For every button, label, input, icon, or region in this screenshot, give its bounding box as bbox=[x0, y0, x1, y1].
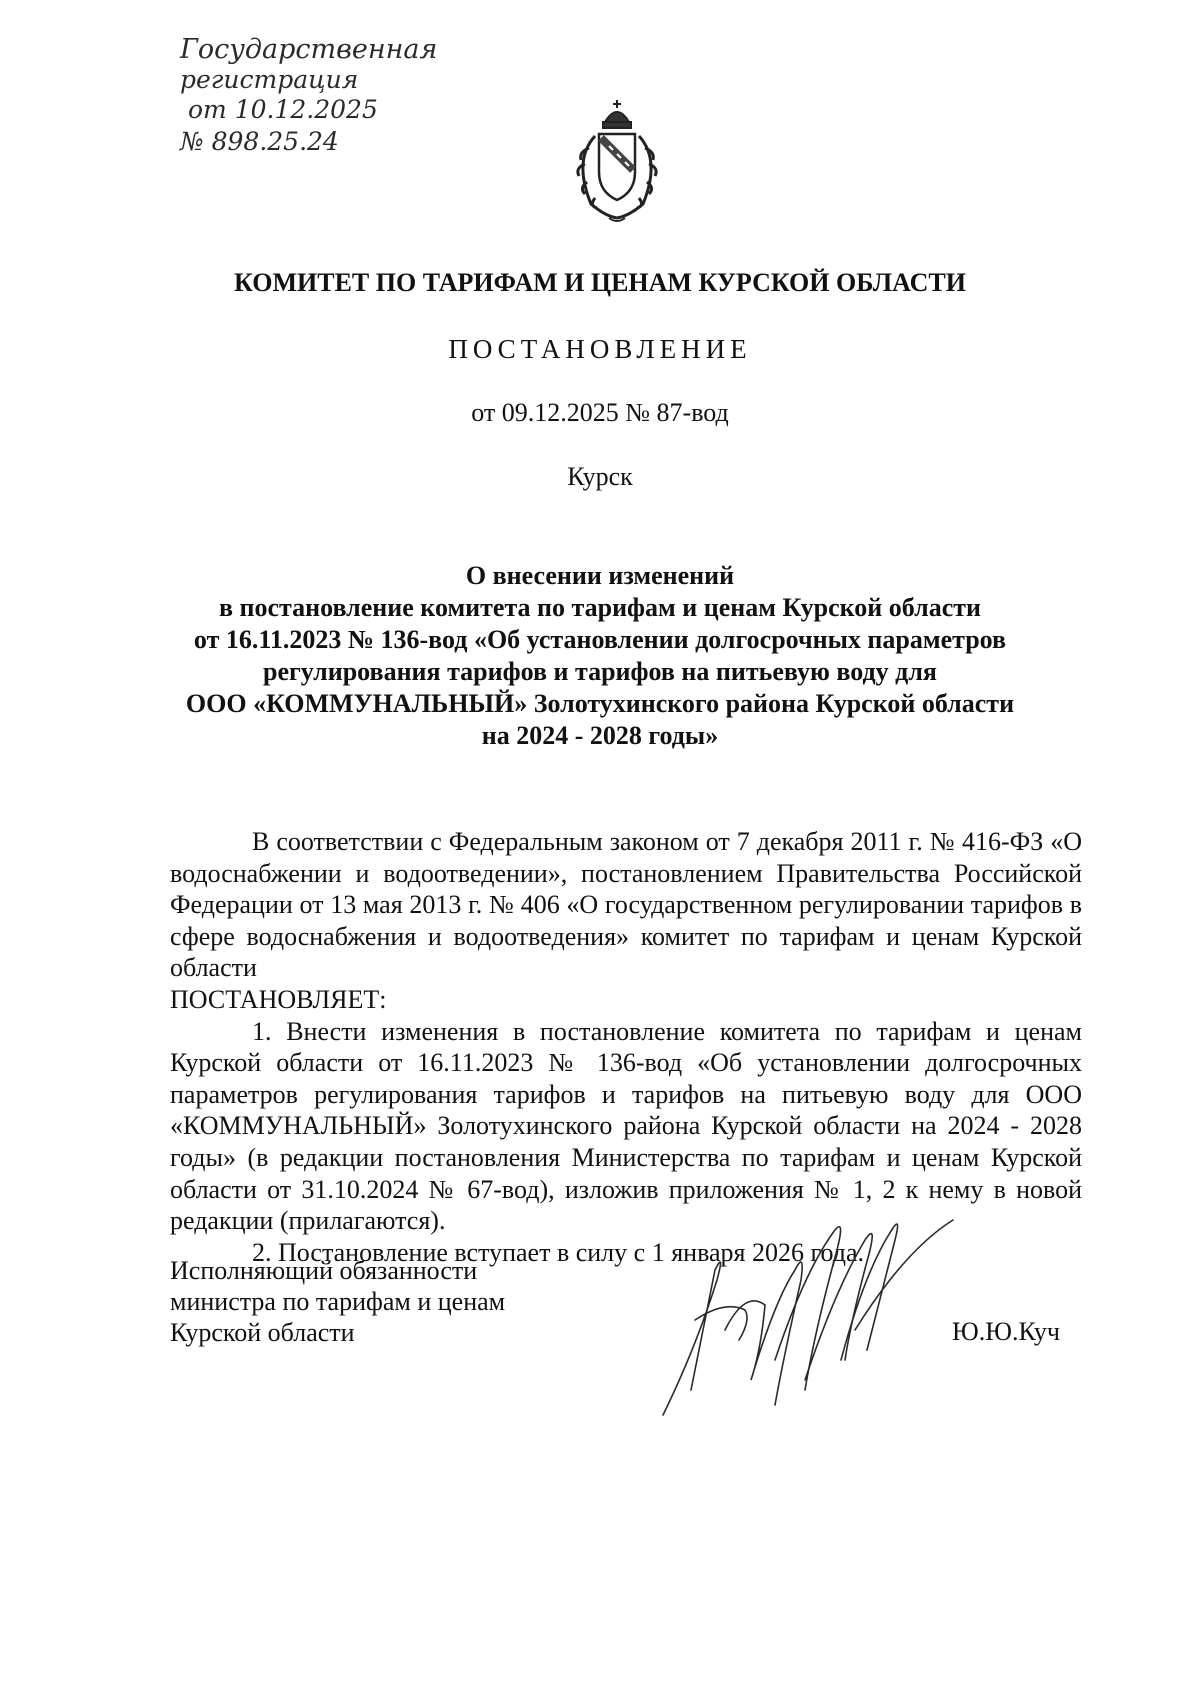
document-type: ПОСТАНОВЛЕНИЕ bbox=[448, 334, 752, 364]
resolution-item-2: 2. Постановление вступает в силу с 1 января 2026 года. bbox=[252, 1237, 865, 1267]
registration-note-date: от 10.12.2025 bbox=[188, 95, 378, 124]
registration-note-number: № 898.25.24 bbox=[180, 127, 339, 156]
document-subject bbox=[150, 560, 1050, 752]
subject-line: ООО «КОММУНАЛЬНЫЙ» Золотухинского района Курской области bbox=[185, 689, 1015, 718]
signatory-position-line: Исполняющий обязанности bbox=[170, 1256, 478, 1285]
registration-note-line-1: Государственная bbox=[180, 34, 438, 65]
subject-line: О внесении изменений bbox=[465, 561, 735, 590]
committee-heading: КОМИТЕТ ПО ТАРИФАМ И ЦЕНАМ КУРСКОЙ ОБЛАСТИ bbox=[234, 268, 966, 297]
coat-of-arms-emblem bbox=[565, 100, 669, 226]
subject-line: от 16.11.2023 № 136-вод «Об установлении долгосрочных параметров bbox=[193, 625, 1007, 654]
registration-note-line-2: регистрация bbox=[180, 65, 359, 94]
resolution-item-1: 1. Внести изменения в постановление комитета по тарифам и ценам Курской области от 16.11.2023 № 136-вод «Об установлении долгосрочных параметров регулирования тарифов и тарифов на питьевую воду для ООО «КОММУНАЛЬНЫЙ» Золотухинского района Курской области на 2024 - 2028 годы» (в редакции постановления Министерства по тарифам и ценам Курской области от 31.10.2024 № 67-вод), изложив приложения № 1, 2 к нему в новой редакции (прилагаются). bbox=[170, 1016, 1082, 1236]
subject-line: в постановление комитета по тарифам и ценам Курской области bbox=[219, 593, 981, 622]
resolves-line: ПОСТАНОВЛЯЕТ: bbox=[170, 984, 387, 1014]
signatory-name: Ю.Ю.Куч bbox=[952, 1317, 1060, 1346]
subject-line: на 2024 - 2028 годы» bbox=[481, 721, 719, 750]
document-number: от 09.12.2025 № 87-вод bbox=[471, 398, 729, 427]
signatory-position-line: Курской области bbox=[170, 1318, 355, 1347]
document-city: Курск bbox=[567, 462, 633, 491]
handwritten-signature bbox=[655, 1210, 955, 1420]
subject-line: регулирования тарифов и тарифов на питьевую воду для bbox=[262, 657, 937, 686]
handwritten-registration-note bbox=[178, 30, 478, 160]
signatory-position-line: министра по тарифам и ценам bbox=[170, 1287, 506, 1316]
document-body bbox=[170, 826, 1082, 1268]
preamble-paragraph: В соответствии с Федеральным законом от 7 декабря 2011 г. № 416-ФЗ «О водоснабжении и водоотведении», постановлением Правительства Российской Федерации от 13 мая 2013 г. № 406 «О государственном регулировании тарифов в сфере водоснабжения и водоотведения» комитет по тарифам и ценам Курской области bbox=[170, 827, 1082, 983]
signatory-position bbox=[170, 1255, 610, 1348]
